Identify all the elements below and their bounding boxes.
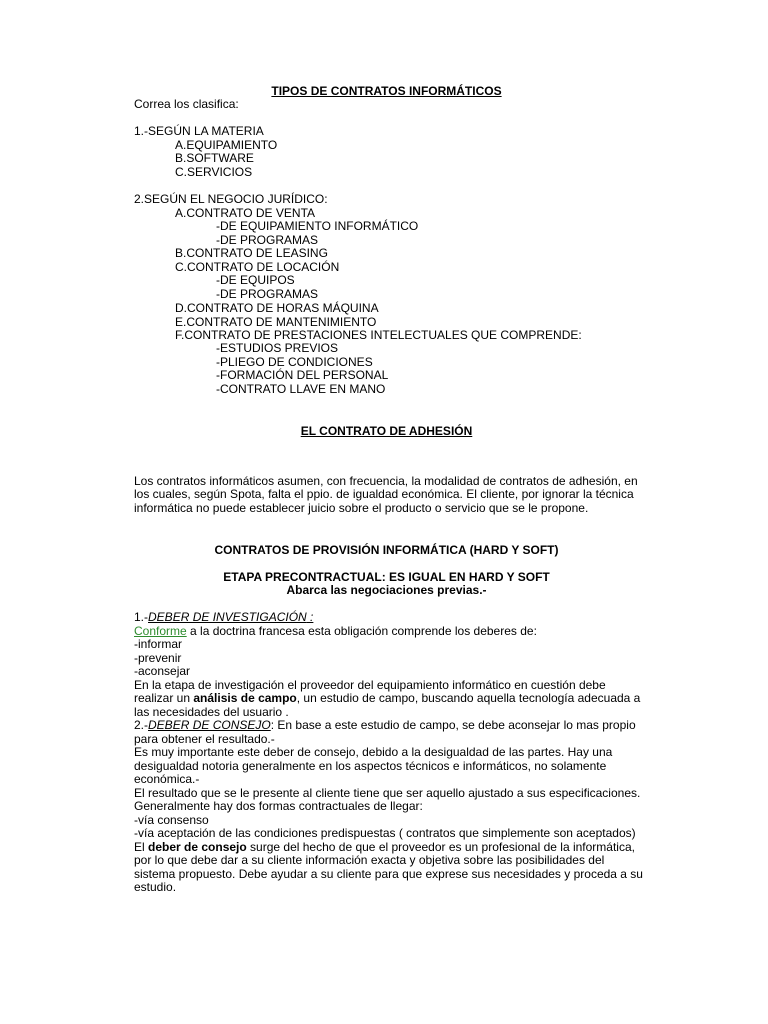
section2-item-f: F.CONTRATO DE PRESTACIONES INTELECTUALES QUE COMPRENDE:	[175, 328, 582, 342]
duty-item: -informar	[134, 637, 183, 651]
text-span: El	[134, 840, 149, 854]
paragraph-line	[134, 624, 537, 638]
paragraph-line: Es muy importante este deber de consejo, debido a la desigualdad de las partes. Hay una	[134, 745, 613, 759]
section2-subitem: -DE PROGRAMAS	[216, 233, 319, 247]
adhesion-heading: EL CONTRATO DE ADHESIÓN	[300, 424, 473, 438]
duty-item: -prevenir	[134, 651, 182, 665]
section1-item: C.SERVICIOS	[175, 165, 253, 179]
section2-subitem: -FORMACIÓN DEL PERSONAL	[216, 368, 389, 382]
bold-term: análisis de campo	[193, 691, 297, 705]
investigation-heading	[134, 610, 313, 624]
paragraph-line: por lo que debe dar a su cliente información exacta y objetiva sobre las posibilidades del	[134, 853, 605, 867]
text-span: realizar un	[134, 691, 194, 705]
section2-item-a: A.CONTRATO DE VENTA	[175, 206, 316, 220]
text-span: surge del hecho de que el proveedor es un profesional de la informática,	[246, 840, 635, 854]
intro-line: Correa los clasifica:	[134, 97, 239, 111]
document-title: TIPOS DE CONTRATOS INFORMÁTICOS	[271, 84, 502, 98]
bold-term: deber de consejo	[148, 840, 247, 854]
paragraph-line: informática no puede establecer juicio sobre el producto o servicio que se le propone.	[134, 501, 589, 515]
consejo-heading	[134, 718, 636, 732]
investigation-title: DEBER DE INVESTIGACIÓN	[148, 610, 307, 624]
stage-heading: ETAPA PRECONTRACTUAL: ES IGUAL EN HARD Y SOFT	[223, 570, 550, 584]
paragraph-line: sistema propuesto. Debe ayudar a su cliente para que exprese sus necesidades y proceda a su	[134, 867, 643, 881]
conforme-link[interactable]: Conforme	[134, 624, 187, 638]
paragraph-line	[134, 840, 635, 854]
paragraph-line: -vía consenso	[134, 813, 209, 827]
section2-subitem: -DE PROGRAMAS	[216, 287, 319, 301]
section1-item: A.EQUIPAMIENTO	[175, 138, 278, 152]
investigation-suffix: :	[306, 610, 314, 624]
section1-heading: 1.-SEGÚN LA MATERIA	[134, 124, 264, 138]
provision-heading: CONTRATOS DE PROVISIÓN INFORMÁTICA (HARD Y SOFT)	[214, 543, 559, 557]
duty-item: -aconsejar	[134, 664, 191, 678]
paragraph-line	[134, 691, 640, 705]
paragraph-line: los cuales, según Spota, falta el ppio. de igualdad económica. El cliente, por ignorar la técnica	[134, 487, 634, 501]
section2-subitem: -CONTRATO LLAVE EN MANO	[216, 382, 386, 396]
section2-item-b: B.CONTRATO DE LEASING	[175, 246, 328, 260]
paragraph-line: El resultado que se le presente al cliente tiene que ser aquello ajustado a sus especificaciones.	[134, 786, 641, 800]
section2-item-d: D.CONTRATO DE HORAS MÁQUINA	[175, 301, 379, 315]
section2-item-e: E.CONTRATO DE MANTENIMIENTO	[175, 315, 377, 329]
section2-heading: 2.SEGÚN EL NEGOCIO JURÍDICO:	[134, 192, 328, 206]
paragraph-line: -vía aceptación de las condiciones predispuestas ( contratos que simplemente son aceptados)	[134, 826, 636, 840]
paragraph-line: En la etapa de investigación el proveedor del equipamiento informático en cuestión debe	[134, 678, 606, 692]
section2-subitem: -DE EQUIPOS	[216, 273, 295, 287]
conforme-text: a la doctrina francesa esta obligación comprende los deberes de:	[186, 624, 537, 638]
section1-item: B.SOFTWARE	[175, 151, 254, 165]
consejo-text: : En base a este estudio de campo, se debe aconsejar lo mas propio	[270, 718, 636, 732]
consejo-title: DEBER DE CONSEJO	[148, 718, 271, 732]
paragraph-line: desigualdad notoria generalmente en los aspectos técnicos e informáticos, no solamente	[134, 759, 607, 773]
section2-item-c: C.CONTRATO DE LOCACIÓN	[175, 260, 340, 274]
investigation-number: 1.-	[134, 610, 149, 624]
paragraph-line: Generalmente hay dos formas contractuales de llegar:	[134, 799, 423, 813]
stage-subheading: Abarca las negociaciones previas.-	[286, 583, 487, 597]
consejo-number: 2.-	[134, 718, 149, 732]
paragraph-line: para obtener el resultado.-	[134, 732, 275, 746]
section2-subitem: -DE EQUIPAMIENTO INFORMÁTICO	[216, 219, 419, 233]
paragraph-line: las necesidades del usuario .	[134, 705, 289, 719]
paragraph-line: Los contratos informáticos asumen, con frecuencia, la modalidad de contratos de adhesión, en	[134, 474, 638, 488]
paragraph-line: económica.-	[134, 772, 200, 786]
text-span: , un estudio de campo, buscando aquella tecnología adecuada a	[296, 691, 641, 705]
section2-subitem: -PLIEGO DE CONDICIONES	[216, 355, 373, 369]
paragraph-line: estudio.	[134, 880, 177, 894]
section2-subitem: -ESTUDIOS PREVIOS	[216, 341, 339, 355]
